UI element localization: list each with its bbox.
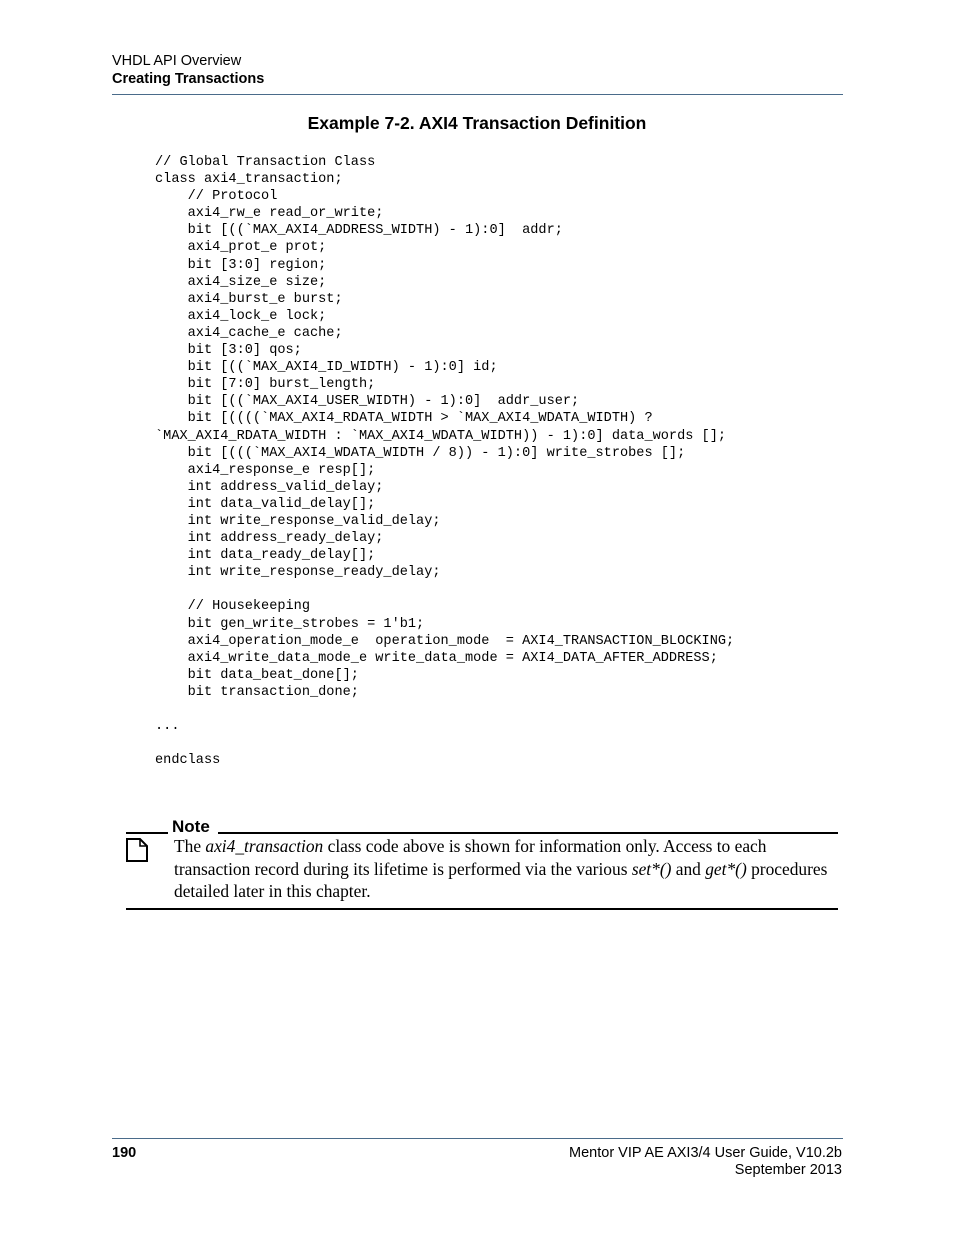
code-line: // Housekeeping — [155, 599, 310, 615]
example-title: Example 7-2. AXI4 Transaction Definition — [307, 113, 647, 133]
code-line: int data_valid_delay[]; — [155, 496, 376, 512]
note-class-name: axi4_transaction — [205, 836, 324, 856]
code-line: `MAX_AXI4_RDATA_WIDTH : `MAX_AXI4_WDATA_WIDTH)) - 1):0] data_words []; — [155, 428, 727, 444]
page-number: 190 — [112, 1145, 137, 1161]
code-line: int address_ready_delay; — [155, 531, 384, 547]
header-section-title: VHDL API Overview — [112, 53, 242, 69]
note-text-part: and — [671, 858, 706, 879]
note-text-part: The — [174, 836, 206, 856]
note-rule-right — [218, 832, 838, 834]
note-rule-bottom — [126, 908, 838, 910]
code-line: axi4_prot_e prot; — [155, 240, 327, 256]
note-text-part: procedures detailed later in this chapter. — [174, 858, 828, 901]
note-text-part: class code above is shown for information only. Access to each transaction record during its lifetime is performed via the various — [174, 836, 767, 879]
code-line: endclass — [155, 753, 221, 769]
code-line: axi4_write_data_mode_e write_data_mode = AXI4_DATA_AFTER_ADDRESS; — [155, 650, 718, 666]
code-line: // Protocol — [155, 189, 278, 205]
code-line: class axi4_transaction; — [155, 172, 343, 188]
note-rule-left — [126, 832, 168, 834]
code-line: axi4_rw_e read_or_write; — [155, 206, 384, 222]
code-line: axi4_burst_e burst; — [155, 291, 343, 307]
code-line: axi4_operation_mode_e operation_mode = AXI4_TRANSACTION_BLOCKING; — [155, 633, 735, 649]
code-line: int address_valid_delay; — [155, 479, 384, 495]
header-rule — [112, 94, 843, 95]
code-line: bit transaction_done; — [155, 684, 359, 700]
code-line: bit data_beat_done[]; — [155, 667, 359, 683]
code-line: bit gen_write_strobes = 1'b1; — [155, 616, 425, 632]
code-line: bit [7:0] burst_length; — [155, 377, 376, 393]
guide-title: Mentor VIP AE AXI3/4 User Guide, V10.2b — [569, 1145, 842, 1161]
code-line: int write_response_ready_delay; — [155, 565, 441, 581]
publication-date: September 2013 — [734, 1162, 842, 1178]
code-line — [155, 581, 734, 598]
code-line: bit [((`MAX_AXI4_ADDRESS_WIDTH) - 1):0] addr; — [155, 223, 563, 239]
code-line: bit [3:0] region; — [155, 257, 327, 273]
code-line: axi4_size_e size; — [155, 274, 327, 290]
footer-info — [569, 1145, 842, 1179]
code-line — [155, 735, 734, 752]
page-icon — [126, 838, 148, 862]
code-line: bit [((`MAX_AXI4_USER_WIDTH) - 1):0] addr_user; — [155, 394, 580, 410]
code-line: axi4_lock_e lock; — [155, 308, 327, 324]
code-line: axi4_cache_e cache; — [155, 325, 343, 341]
code-line: int data_ready_delay[]; — [155, 548, 376, 564]
running-header — [112, 52, 264, 88]
note-text — [174, 835, 834, 903]
code-line: bit [((((`MAX_AXI4_RDATA_WIDTH > `MAX_AXI4_WDATA_WIDTH) ? — [155, 411, 653, 427]
note-get-procedures: get*() — [705, 858, 747, 879]
code-line: // Global Transaction Class — [155, 155, 376, 170]
code-line — [155, 701, 734, 718]
code-line: ... — [155, 719, 180, 735]
code-line: int write_response_valid_delay; — [155, 513, 441, 529]
code-line: axi4_response_e resp[]; — [155, 462, 376, 478]
header-subsection-title: Creating Transactions — [112, 71, 265, 87]
note-label: Note — [172, 817, 210, 836]
code-line: bit [((`MAX_AXI4_ID_WIDTH) - 1):0] id; — [155, 360, 498, 376]
code-line: bit [3:0] qos; — [155, 343, 302, 359]
code-line: bit [(((`MAX_AXI4_WDATA_WIDTH / 8)) - 1):0] write_strobes []; — [155, 445, 686, 461]
code-block — [155, 154, 734, 769]
note-set-procedures: set*() — [631, 858, 672, 879]
footer-rule — [112, 1138, 843, 1139]
